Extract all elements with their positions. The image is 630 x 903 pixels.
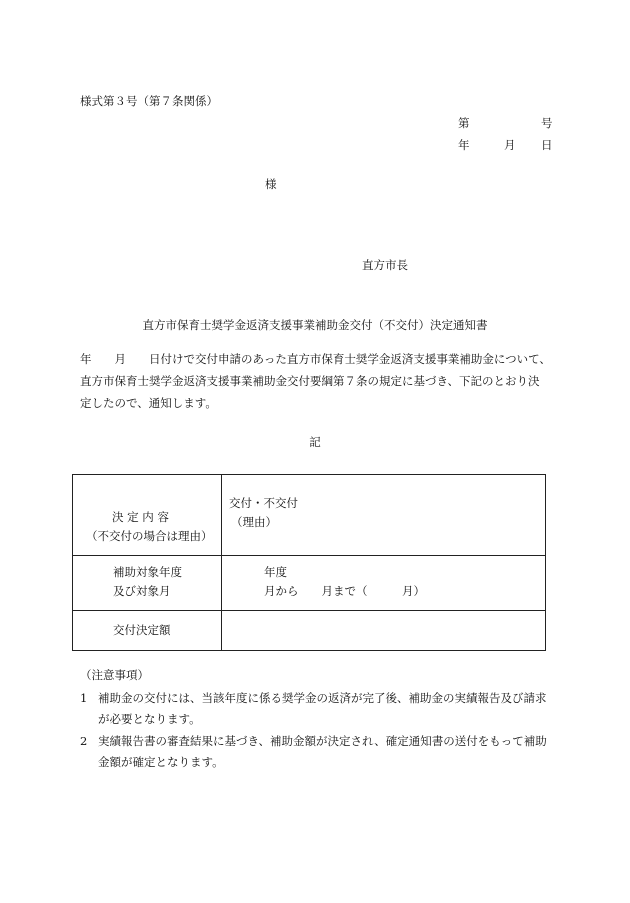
decision-reason-label: （理由） bbox=[231, 515, 277, 529]
addressee: 様 bbox=[265, 177, 277, 191]
note-text: 実績報告書の審査結果に基づき、補助金額が決定され、確定通知書の送付をもって補助 bbox=[98, 734, 547, 748]
note-number: 1 bbox=[80, 691, 88, 705]
grant-amount-value bbox=[222, 611, 546, 651]
decision-content-label bbox=[73, 475, 222, 556]
target-period-label bbox=[73, 556, 222, 611]
note-number: 2 bbox=[80, 734, 88, 748]
issuer: 直方市長 bbox=[362, 258, 408, 272]
notes bbox=[80, 670, 560, 785]
table-row bbox=[73, 475, 546, 556]
grant-amount-label-text: 交付決定額 bbox=[113, 623, 171, 637]
decision-table bbox=[72, 474, 546, 651]
decision-value-line1: 交付・不交付 bbox=[229, 496, 298, 510]
target-period-label-line1: 補助対象年度 bbox=[113, 565, 182, 579]
document-date bbox=[458, 138, 553, 186]
document-number-suffix: 号 bbox=[541, 116, 553, 130]
target-year-field: 年度 bbox=[264, 565, 287, 579]
notes-heading: （注意事項） bbox=[80, 668, 149, 682]
body-line: 年 月 日付けで交付申請のあった直方市保育士奨学金返済支援事業補助金について、 bbox=[80, 352, 551, 366]
target-period-label-line2: 及び対象月 bbox=[113, 584, 171, 598]
document-title: 直方市保育士奨学金返済支援事業補助金交付（不交付）決定通知書 bbox=[142, 318, 488, 332]
grant-amount-label bbox=[73, 611, 222, 651]
date-month-label: 月 bbox=[504, 138, 516, 152]
document-number-prefix: 第 bbox=[458, 116, 470, 130]
ki-heading: 記 bbox=[309, 435, 321, 449]
body-line: 直方市保育士奨学金返済支援事業補助金交付要綱第７条の規定に基づき、下記のとおり決 bbox=[80, 374, 540, 388]
date-day-label: 日 bbox=[541, 138, 553, 152]
decision-content-label-line2: （不交付の場合は理由） bbox=[86, 529, 213, 543]
body-text bbox=[80, 352, 560, 410]
decision-content-value bbox=[222, 475, 546, 556]
decision-content-label-line1: 決 定 内 容 bbox=[112, 510, 169, 524]
table-row bbox=[73, 556, 546, 611]
form-number: 様式第３号（第７条関係） bbox=[80, 94, 218, 108]
note-text: 金額が確定となります。 bbox=[98, 755, 224, 769]
note-text: が必要となります。 bbox=[98, 712, 201, 726]
target-period-value bbox=[222, 556, 546, 611]
note-text: 補助金の交付には、当該年度に係る奨学金の返済が完了後、補助金の実績報告及び請求 bbox=[98, 691, 547, 705]
table-row bbox=[73, 611, 546, 651]
body-line: 定したので、通知します。 bbox=[80, 396, 217, 410]
date-year-label: 年 bbox=[458, 138, 470, 152]
target-months-field: 月から 月まで（ 月） bbox=[264, 584, 425, 598]
